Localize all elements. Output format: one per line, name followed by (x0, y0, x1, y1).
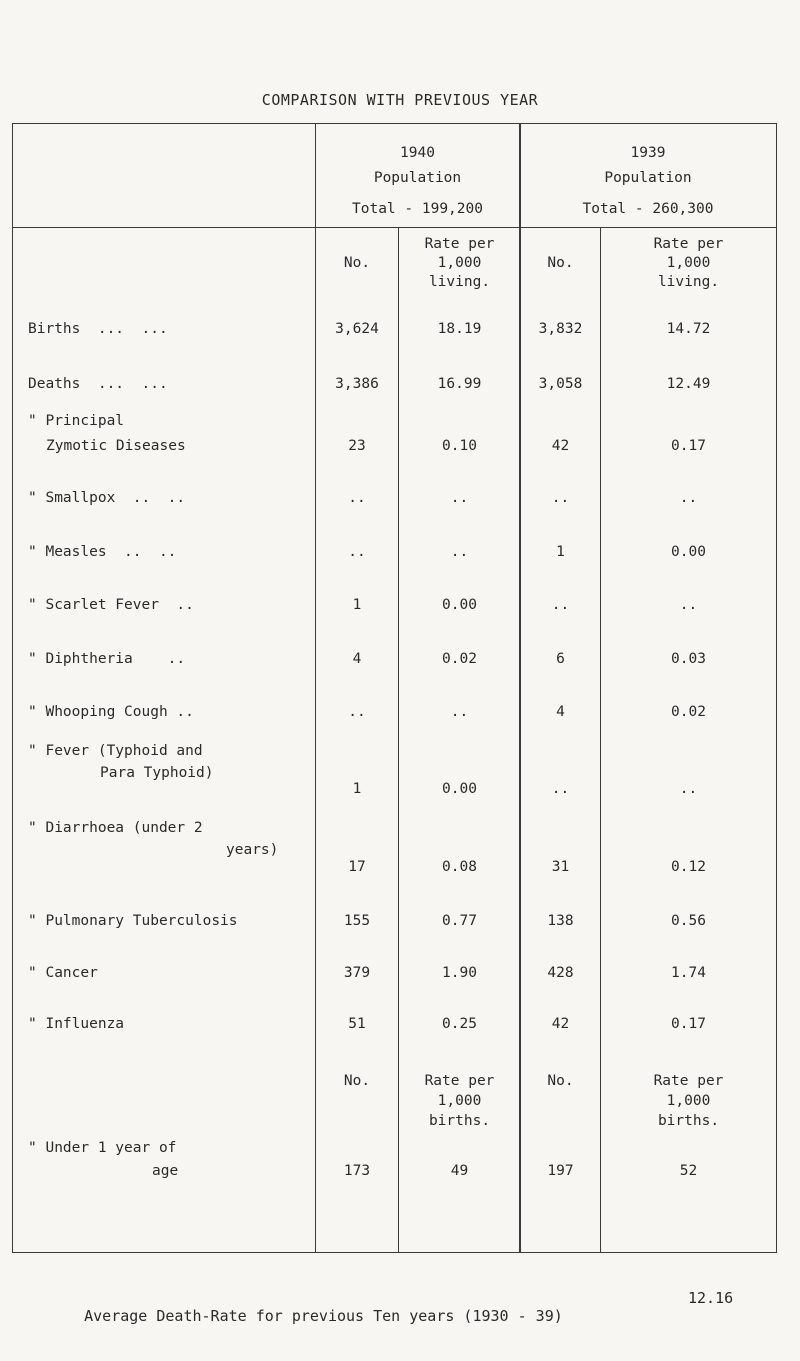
infant-rate-header-1939-line1: Rate per (653, 1073, 724, 1089)
population-1939: Population (604, 170, 692, 186)
rate-1939: 12.49 (666, 376, 711, 392)
rate-1939: 0.12 (671, 859, 706, 875)
count-1940: 3,386 (335, 376, 379, 392)
row-label: Deaths ... ... (28, 376, 168, 392)
average-death-rate-note (48, 1289, 734, 1361)
year-1940: 1940 (400, 145, 435, 161)
rate-1939: 14.72 (666, 321, 711, 337)
count-1939: 3,058 (538, 376, 583, 392)
count-1939: .. (551, 597, 570, 613)
infant-rate-header-1940-line1: Rate per (424, 1073, 495, 1089)
row-label: " Cancer (28, 965, 98, 981)
rate-1939: 0.56 (671, 913, 706, 929)
infant-rate-header-1939-line2: 1,000 (666, 1093, 711, 1109)
row-label-line2: Zymotic Diseases (46, 438, 186, 454)
count-1940: 3,624 (335, 321, 379, 337)
rate-1940: 0.25 (442, 1016, 477, 1032)
rate-1939: 0.17 (671, 438, 706, 454)
average-death-rate-value: 12.16 (688, 1289, 734, 1307)
row-label: " Fever (Typhoid and (28, 743, 203, 759)
count-1940: 1 (352, 781, 362, 797)
rate-1940: .. (450, 544, 469, 560)
table-right-border (776, 123, 777, 1253)
no-header-1940: No. (343, 255, 371, 271)
total-1939: Total - 260,300 (582, 201, 714, 217)
rate-1940: 0.77 (442, 913, 477, 929)
count-1939: 42 (551, 438, 570, 454)
rate-header-1939-line2: 1,000 (666, 255, 711, 271)
count-1940: .. (348, 544, 366, 560)
infant-rate-header-1940-line3: births. (428, 1113, 491, 1129)
row-label-line2: years) (226, 842, 279, 858)
infant-rate-1939: 52 (679, 1163, 698, 1179)
row-label: " Under 1 year of (28, 1140, 177, 1156)
infant-no-header-1940: No. (343, 1073, 371, 1089)
row-label: " Influenza (28, 1016, 125, 1032)
table-left-border (12, 123, 13, 1253)
rate-header-1939-line1: Rate per (653, 236, 724, 252)
count-1940: .. (348, 704, 366, 720)
count-1940: 23 (348, 438, 366, 454)
infant-count-1940: 173 (343, 1163, 371, 1179)
count-1940: .. (348, 490, 366, 506)
rate-1939: 1.74 (671, 965, 706, 981)
rate-1940: 1.90 (442, 965, 477, 981)
rate-1939: 0.00 (671, 544, 706, 560)
row-label: " Pulmonary Tuberculosis (28, 913, 238, 929)
row-label: " Scarlet Fever .. (28, 597, 194, 613)
count-1939: 428 (547, 965, 574, 981)
infant-rate-header-1939-line3: births. (657, 1113, 720, 1129)
count-1939: .. (551, 490, 570, 506)
count-1940: 1 (352, 597, 362, 613)
rate-1940: 0.08 (442, 859, 477, 875)
count-1939: 3,832 (538, 321, 583, 337)
rate-header-1939-line3: living. (657, 274, 720, 290)
rate-1939: 0.03 (671, 651, 706, 667)
row-label-line2: age (152, 1163, 179, 1179)
count-1939: 42 (551, 1016, 570, 1032)
rate-header-1940-line1: Rate per (424, 236, 495, 252)
rate-1940: .. (450, 490, 469, 506)
rate-1939: .. (679, 781, 698, 797)
count-1940: 4 (352, 651, 362, 667)
count-1939: 4 (556, 704, 565, 720)
count-1939: 138 (547, 913, 574, 929)
rate-1939: .. (679, 597, 698, 613)
count-1940: 155 (343, 913, 371, 929)
count-1939: 31 (551, 859, 570, 875)
header-divider (12, 227, 777, 228)
infant-rate-1940: 49 (450, 1163, 469, 1179)
rate-header-1940-line3: living. (428, 274, 491, 290)
no-header-1939: No. (547, 255, 574, 271)
page-title: COMPARISON WITH PREVIOUS YEAR (261, 91, 539, 109)
table-bottom-border (12, 1252, 777, 1253)
infant-rate-header-1940-line2: 1,000 (437, 1093, 482, 1109)
rate-1940: 0.02 (442, 651, 477, 667)
average-death-rate-text: Average Death-Rate for previous Ten years (1930 - 39) (84, 1307, 563, 1325)
year-1939: 1939 (630, 145, 666, 161)
rate-1939: 0.17 (671, 1016, 706, 1032)
rate-1940: 0.00 (442, 781, 477, 797)
row-label: " Diarrhoea (under 2 (28, 820, 203, 836)
row-label: " Measles .. .. (28, 544, 177, 560)
row-label: " Smallpox .. .. (28, 490, 186, 506)
rate-1940: 16.99 (437, 376, 482, 392)
count-1940: 17 (348, 859, 366, 875)
table-top-border (12, 123, 777, 124)
rate-1939: .. (679, 490, 698, 506)
rate-1940: 0.00 (442, 597, 477, 613)
count-1939: 1 (556, 544, 565, 560)
row-label: " Whooping Cough .. (28, 704, 194, 720)
rate-1939: 0.02 (671, 704, 706, 720)
row-label: " Principal (28, 413, 125, 429)
population-1940: Population (373, 170, 462, 186)
count-1939: .. (551, 781, 570, 797)
count-1939: 6 (556, 651, 565, 667)
count-1940: 379 (343, 965, 371, 981)
rate-1940: 0.10 (442, 438, 477, 454)
rate-header-1940-line2: 1,000 (437, 255, 482, 271)
rate-1940: 18.19 (437, 321, 482, 337)
rate-1940: .. (450, 704, 469, 720)
infant-no-header-1939: No. (547, 1073, 574, 1089)
total-1940: Total - 199,200 (352, 201, 483, 217)
infant-count-1939: 197 (547, 1163, 574, 1179)
count-1940: 51 (348, 1016, 366, 1032)
row-label: Births ... ... (28, 321, 168, 337)
row-label: " Diphtheria .. (28, 651, 186, 667)
row-label-line2: Para Typhoid) (100, 765, 214, 781)
